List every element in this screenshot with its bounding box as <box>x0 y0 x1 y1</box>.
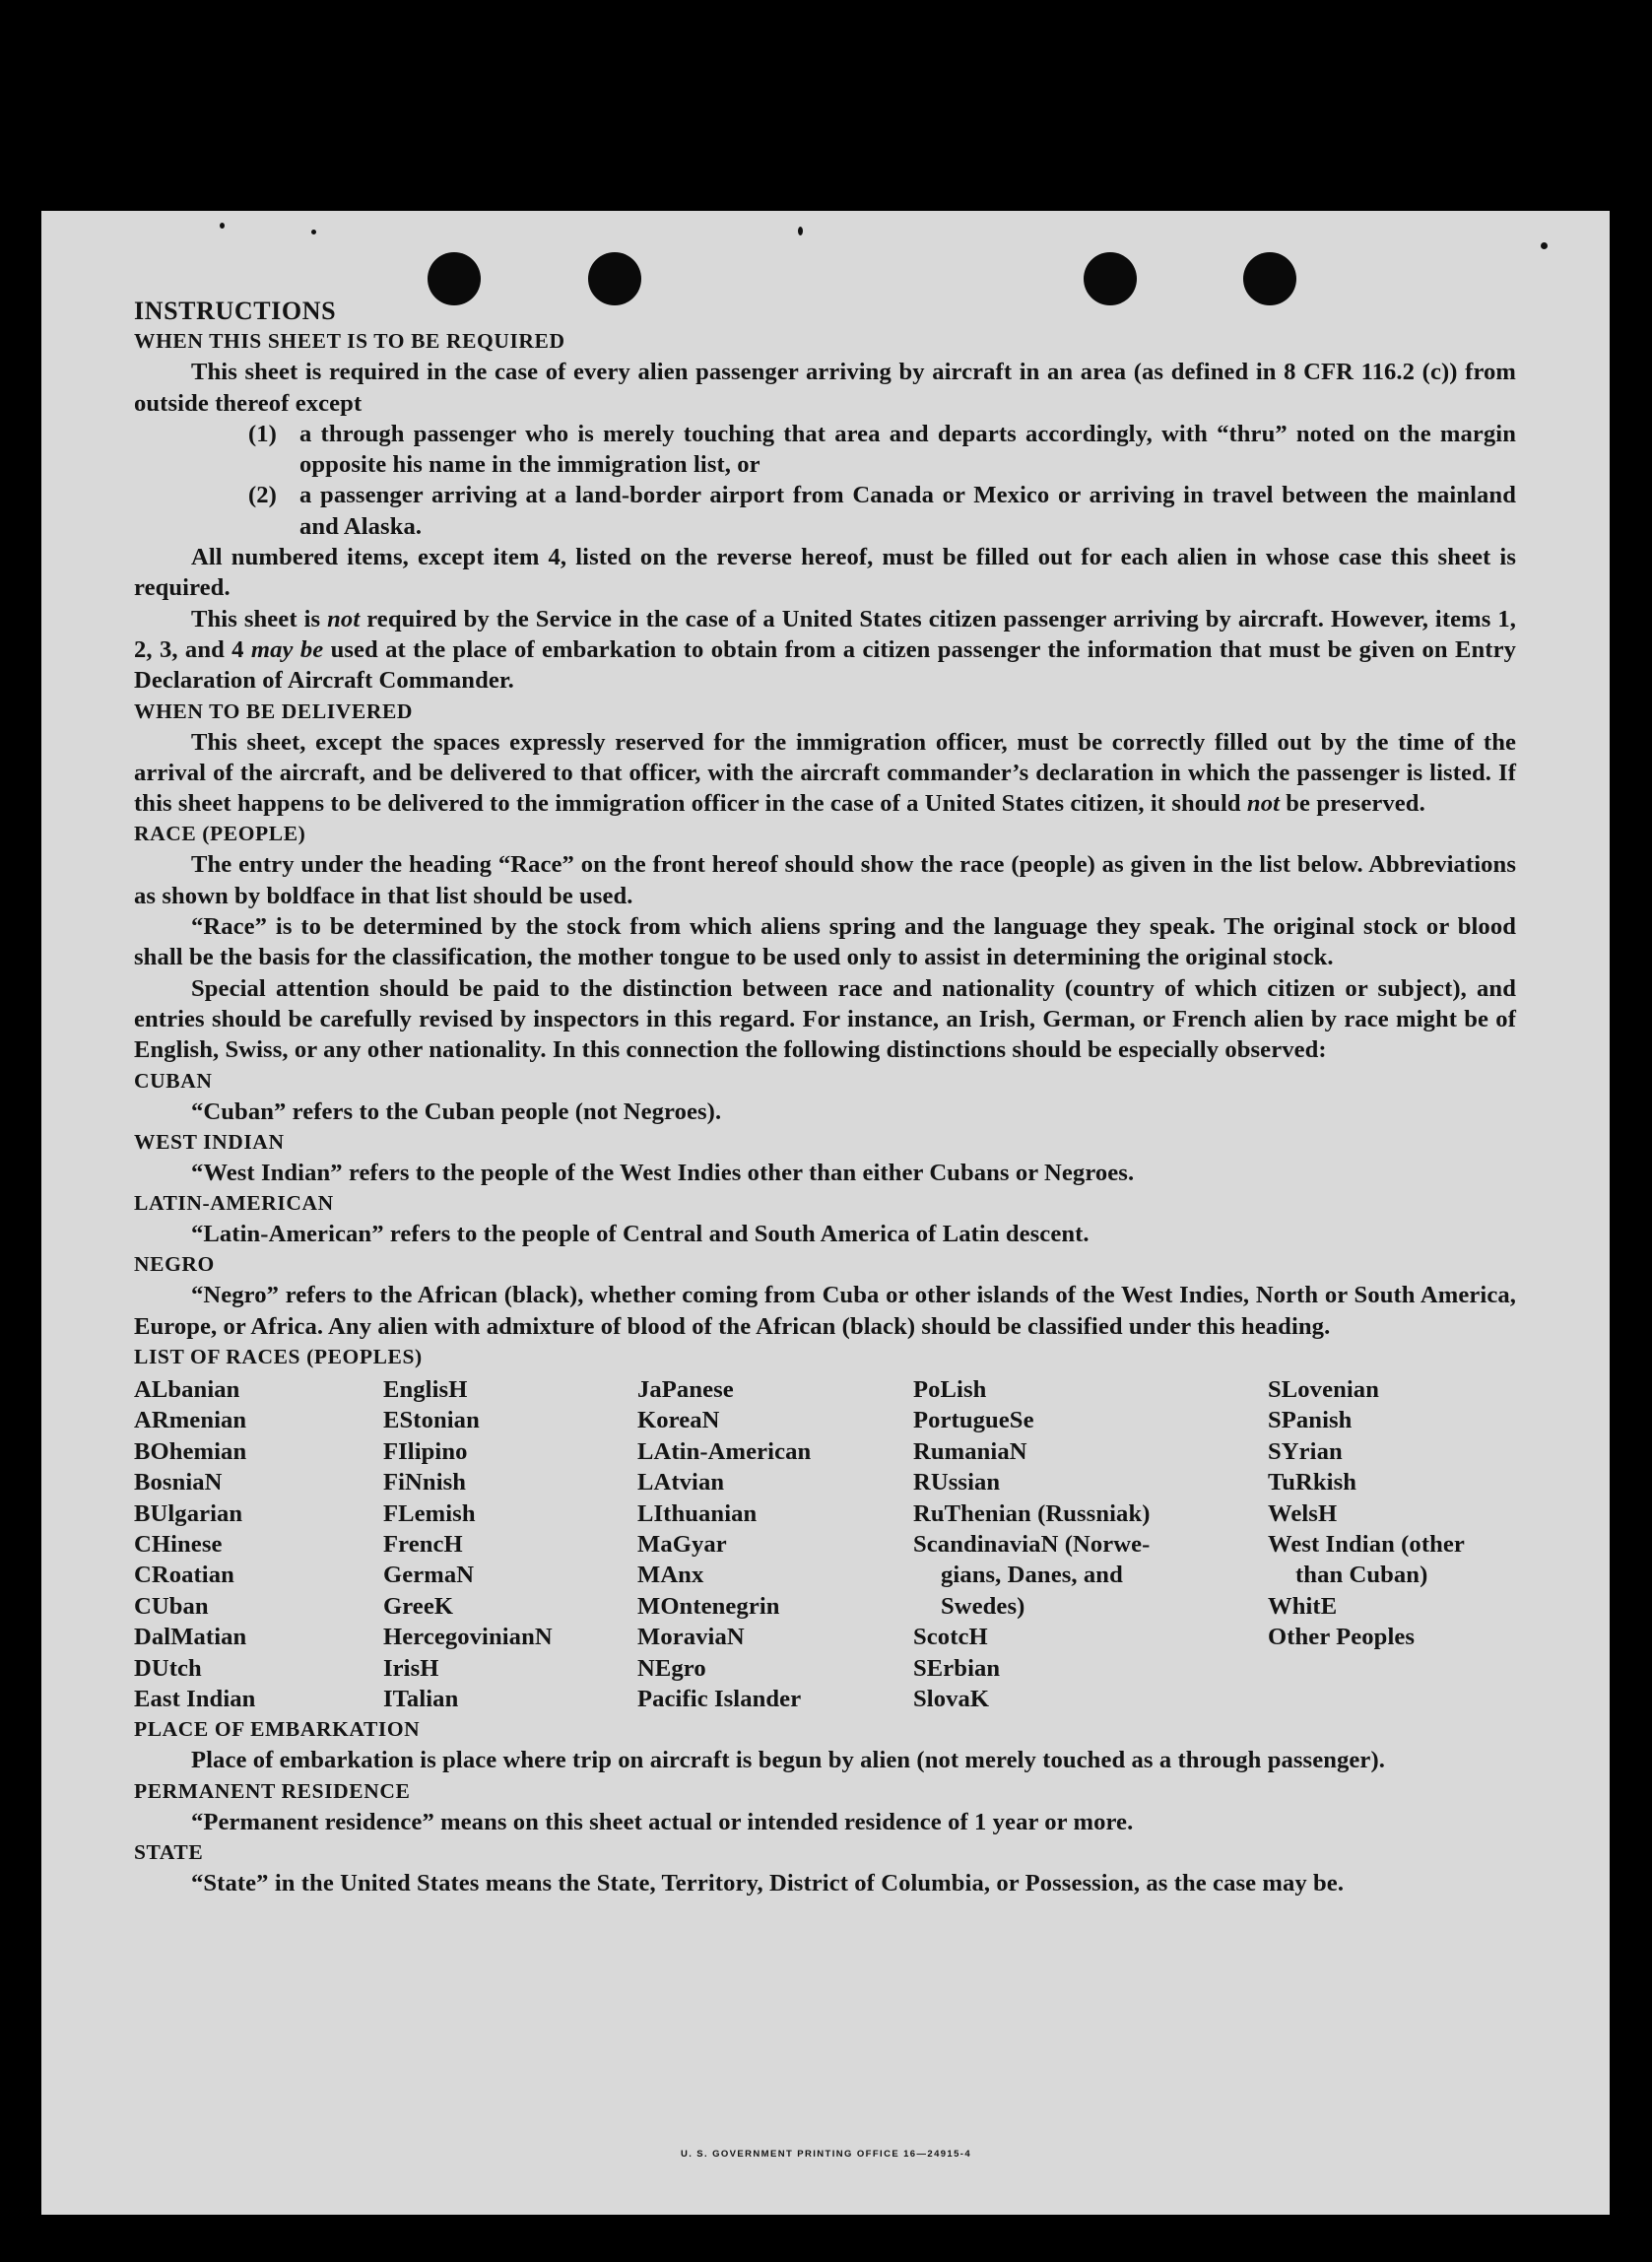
race-para-1 <box>134 849 1516 911</box>
race-entry: East Indian <box>134 1686 256 1713</box>
race-entry: BOhemian <box>134 1437 247 1465</box>
heading-delivered: WHEN TO BE DELIVERED <box>134 699 414 723</box>
race-entry: ALbanian <box>134 1376 240 1404</box>
race-entry: WhitE <box>1268 1592 1338 1620</box>
race-entry: FIlipino <box>383 1437 468 1465</box>
race-column-4 <box>913 1374 1268 1714</box>
race-para-2: “Race” is to be determined by the stock from which aliens spring and the language they speak. The original stock or blood shall be the basis for the classification, the mother tongue to be used only to assist in determining the original stock. <box>134 913 1516 971</box>
race-entry: GermaN <box>383 1562 475 1589</box>
heading-residence: PERMANENT RESIDENCE <box>134 1778 411 1803</box>
residence-text: “Permanent residence” means on this sheet actual or intended residence of 1 year or more. <box>191 1808 1134 1835</box>
text-run: required by the Service in the case of a United States citizen passenger arriving by aircraft. However, items 1, 2, 3, and 4 <box>134 605 1517 663</box>
race-entry: GreeK <box>383 1592 454 1620</box>
race-entry: CHinese <box>134 1531 223 1559</box>
race-entry: ScandinaviaN (Norwe- <box>913 1531 1151 1559</box>
race-entry: gians, Danes, and <box>941 1562 1123 1589</box>
race-entry: KoreaN <box>637 1407 720 1434</box>
text-run: The entry under the heading “Race” on the front hereof should show the race (people) as given in the list below. Abbreviations as shown by <box>134 851 1516 909</box>
race-entry: PortugueSe <box>913 1407 1034 1434</box>
exception-item-1 <box>248 419 1516 481</box>
italic-text: not <box>327 605 361 632</box>
delivered-text <box>134 727 1516 820</box>
heading-embarkation: PLACE OF EMBARKATION <box>134 1717 421 1742</box>
race-entry: RuThenian (Russniak) <box>913 1499 1151 1527</box>
race-entry: Swedes) <box>941 1592 1025 1620</box>
speck <box>311 230 316 234</box>
heading-state: STATE <box>134 1840 204 1865</box>
race-entry: FiNnish <box>383 1469 467 1497</box>
race-entry: NEgro <box>637 1654 706 1682</box>
item-text: a passenger arriving at a land-border airport from Canada or Mexico or arriving in travel between the mainland and Alaska. <box>299 482 1516 540</box>
race-entry: ITalian <box>383 1686 459 1713</box>
race-entry: WelsH <box>1268 1499 1338 1527</box>
text-run: This sheet, except the spaces expressly reserved for the immigration officer, must be correctly filled out by the time of the arrival of the aircraft, and be delivered to that officer, with the aircraft commander’s declaration in which the passenger is listed. If this sheet happens to be delivered to the immigration officer in the case of a United States citizen, it should <box>134 728 1516 818</box>
race-entry: SYrian <box>1268 1437 1343 1465</box>
race-entry: SlovaK <box>913 1686 990 1713</box>
race-entry: BUlgarian <box>134 1499 243 1527</box>
race-entry: DalMatian <box>134 1624 247 1651</box>
race-entry: MoraviaN <box>637 1624 745 1651</box>
race-entry: CRoatian <box>134 1562 234 1589</box>
item-number: (2) <box>248 482 277 509</box>
race-entry: Other Peoples <box>1268 1624 1416 1651</box>
heading-cuban: CUBAN <box>134 1068 213 1093</box>
race-entry: IrisH <box>383 1654 439 1682</box>
race-entry: EnglisH <box>383 1376 468 1404</box>
race-entry: SPanish <box>1268 1407 1353 1434</box>
race-entry: RUssian <box>913 1469 1001 1497</box>
race-entry: MAnx <box>637 1562 704 1589</box>
race-entry: Pacific Islander <box>637 1686 802 1713</box>
race-column-2 <box>383 1374 637 1714</box>
race-entry: JaPanese <box>637 1376 734 1404</box>
race-entry: SLovenian <box>1268 1376 1379 1404</box>
race-entry: HercegovinianN <box>383 1624 553 1651</box>
heading-list-of-races: LIST OF RACES (PEOPLES) <box>134 1345 423 1369</box>
race-entry: MOntenegrin <box>637 1592 780 1620</box>
speck <box>798 227 803 235</box>
latin-american-text: “Latin-American” refers to the people of Central and South America of Latin descent. <box>191 1221 1090 1248</box>
race-entry: ScotcH <box>913 1624 988 1651</box>
required-para-3 <box>134 604 1516 697</box>
heading-required: WHEN THIS SHEET IS TO BE REQUIRED <box>134 329 565 354</box>
heading-negro: NEGRO <box>134 1252 215 1277</box>
race-entry: PoLish <box>913 1376 987 1404</box>
race-entry: DUtch <box>134 1654 202 1682</box>
page-title: INSTRUCTIONS <box>134 297 337 325</box>
heading-latin-american: LATIN-AMERICAN <box>134 1191 334 1216</box>
item-text: a through passenger who is merely touching that area and departs accordingly, with “thru” noted on the margin opposite his name in the immigration list, or <box>299 420 1516 479</box>
speck <box>220 223 225 229</box>
race-entry: EStonian <box>383 1407 480 1434</box>
text-run: in that list should be used. <box>355 882 633 909</box>
race-entry: MaGyar <box>637 1531 727 1559</box>
race-entry: TuRkish <box>1268 1469 1357 1497</box>
race-column-3 <box>637 1374 913 1714</box>
race-entry: CUban <box>134 1592 209 1620</box>
race-entry: BosniaN <box>134 1469 223 1497</box>
race-para-3: Special attention should be paid to the distinction between race and nationality (country of which citizen or subject), and entries should be carefully revised by inspectors in this regard. For instance, an Irish, German, or French alien by race might be of English, Swiss, or any other nationality. In this connection the following distinctions should be especially observed: <box>134 974 1516 1064</box>
exception-item-2 <box>248 480 1516 542</box>
embarkation-text: Place of embarkation is place where trip on aircraft is begun by alien (not merely touched as a through passenger). <box>191 1747 1385 1774</box>
state-text: “State” in the United States means the State, Territory, District of Columbia, or Possession, as the case may be. <box>191 1870 1345 1897</box>
italic-text: may be <box>250 635 324 663</box>
race-column-5 <box>1268 1374 1516 1714</box>
cuban-text: “Cuban” refers to the Cuban people (not Negroes). <box>191 1098 722 1125</box>
negro-text: “Negro” refers to the African (black), whether coming from Cuba or other islands of the West Indies, North or South America, Europe, or Africa. Any alien with admixture of blood of the African (black) should be classified under this heading. <box>134 1282 1516 1340</box>
required-intro: This sheet is required in the case of every alien passenger arriving by aircraft in an area (as defined in 8 CFR 116.2 (c)) from outside thereof except <box>134 359 1516 417</box>
race-entry: FrencH <box>383 1531 463 1559</box>
race-entry: RumaniaN <box>913 1437 1027 1465</box>
instructions-body <box>134 296 1516 1898</box>
text-run: This sheet is <box>191 605 328 632</box>
race-entry: ARmenian <box>134 1407 247 1434</box>
race-entry: SErbian <box>913 1654 1001 1682</box>
boldface-text: boldface <box>266 882 356 909</box>
speck <box>1541 242 1548 249</box>
west-indian-text: “West Indian” refers to the people of the West Indies other than either Cubans or Negroes. <box>191 1159 1135 1186</box>
race-entry: LAtvian <box>637 1469 725 1497</box>
race-list <box>134 1374 1516 1714</box>
heading-race: RACE (PEOPLE) <box>134 822 306 846</box>
required-para-2: All numbered items, except item 4, listed on the reverse hereof, must be filled out for each alien in whose case this sheet is required. <box>134 544 1516 602</box>
text-run: used at the place of embarkation to obtain from a citizen passenger the information that must be given on Entry Declaration of Aircraft Commander. <box>134 635 1516 695</box>
race-entry: West Indian (other <box>1268 1531 1465 1559</box>
italic-text: not <box>1246 790 1281 818</box>
race-entry: than Cuban) <box>1295 1562 1428 1589</box>
heading-west-indian: WEST INDIAN <box>134 1129 285 1154</box>
race-column-1 <box>134 1374 383 1714</box>
text-run: be preserved. <box>1280 790 1425 818</box>
race-entry: FLemish <box>383 1499 476 1527</box>
item-number: (1) <box>248 420 277 447</box>
race-entry: LAtin-American <box>637 1437 812 1465</box>
printer-imprint: U. S. GOVERNMENT PRINTING OFFICE 16—24915-4 <box>680 2149 972 2160</box>
race-entry: LIthuanian <box>637 1499 758 1527</box>
